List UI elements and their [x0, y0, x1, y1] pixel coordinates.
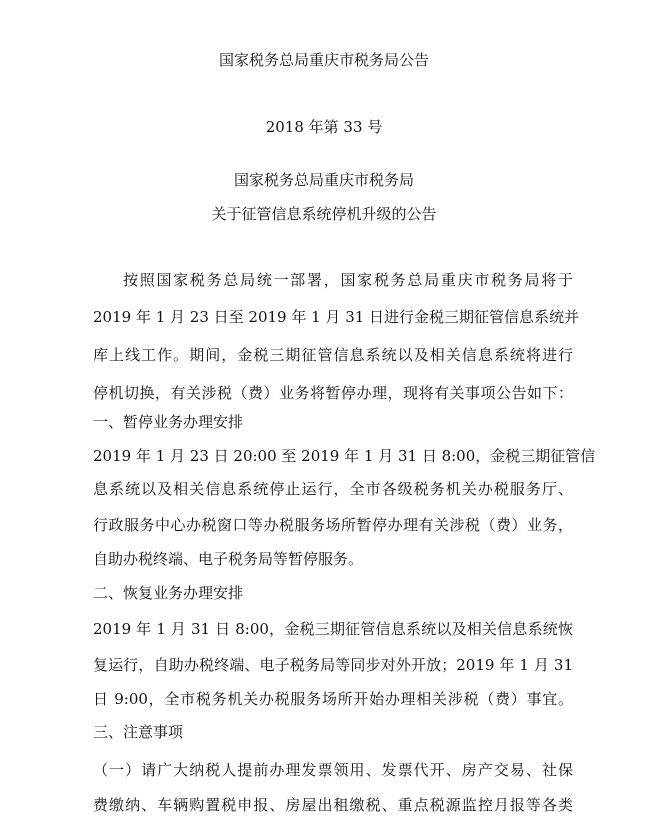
section-1-line-4: 自助办税终端、电子税务局等暂停服务。	[93, 550, 364, 568]
document-subtitle-line-1: 国家税务总局重庆市税务局	[233, 171, 414, 189]
section-1-line-1: 2019 年 1 月 23 日 20:00 至 2019 年 1 月 31 日 8:00，金税三期征管信	[93, 447, 596, 465]
document-subtitle-line-2: 关于征管信息系统停机升级的公告	[211, 205, 437, 223]
section-2-line-2: 复运行，自助办税终端、电子税务局等同步对外开放；2019 年 1 月 31	[93, 656, 573, 674]
section-3-heading: 三、注意事项	[93, 723, 184, 741]
section-3-line-1: （一）请广大纳税人提前办理发票领用、发票代开、房产交易、社保	[93, 761, 573, 779]
section-1-line-3: 行政服务中心办税窗口等办税服务场所暂停办理有关涉税（费）业务，	[93, 516, 573, 534]
section-2-line-1: 2019 年 1 月 31 日 8:00，金税三期征管信息系统以及相关信息系统恢	[93, 620, 573, 638]
document-number: 2018 年第 33 号	[265, 118, 383, 136]
intro-line-1: 按照国家税务总局统一部署，国家税务总局重庆市税务局将于	[123, 271, 573, 289]
section-3-line-2: 费缴纳、车辆购置税申报、房屋出租缴税、重点税源监控月报等各类	[93, 796, 573, 814]
section-1-line-2: 息系统以及相关信息系统停止运行，全市各级税务机关办税服务厅、	[93, 480, 573, 498]
document-title: 国家税务总局重庆市税务局公告	[218, 51, 429, 69]
intro-line-4: 停机切换，有关涉税（费）业务将暂停办理，现将有关事项公告如下：	[93, 384, 573, 402]
intro-line-2: 2019 年 1 月 23 日至 2019 年 1 月 31 日进行金税三期征管信息系统并	[93, 308, 580, 326]
section-2-line-3: 日 9:00，全市税务机关办税服务场所开始办理相关涉税（费）事宜。	[93, 690, 573, 708]
intro-line-3: 库上线工作。期间，金税三期征管信息系统以及相关信息系统将进行	[93, 346, 573, 364]
section-1-heading: 一、暂停业务办理安排	[93, 413, 244, 431]
section-2-heading: 二、恢复业务办理安排	[93, 584, 244, 602]
